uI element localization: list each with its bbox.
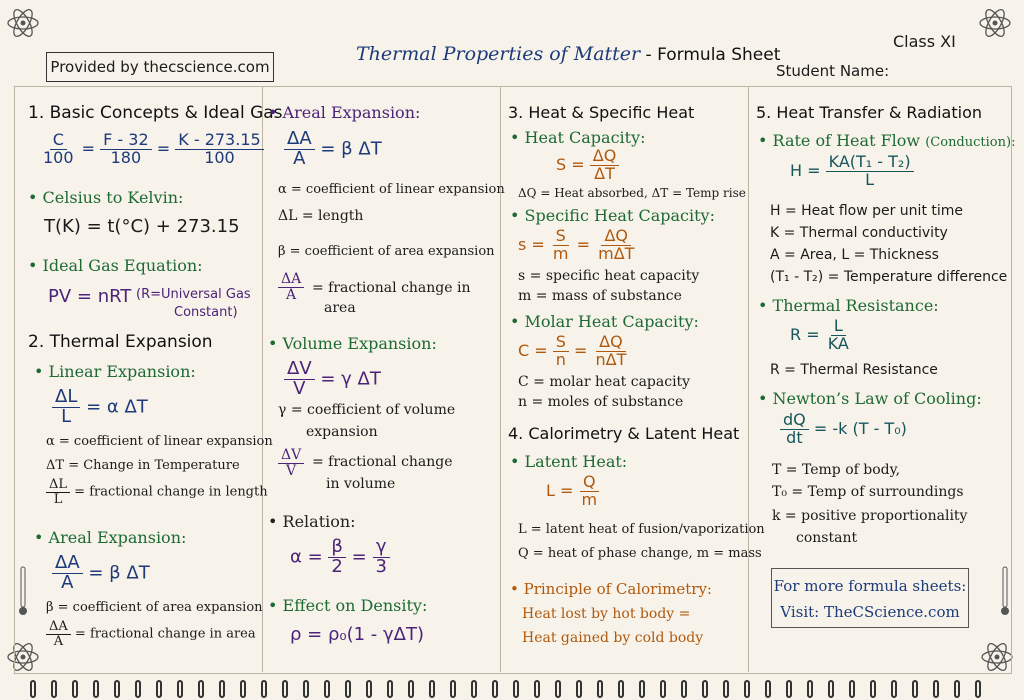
binding-ring [30, 680, 36, 698]
subheading: • Linear Expansion: [34, 362, 196, 381]
column-divider [500, 86, 501, 672]
binding-ring [723, 680, 729, 698]
binding-ring [156, 680, 162, 698]
binding-ring [807, 680, 813, 698]
formula-note: = fractional change in [312, 280, 471, 296]
formula-note: Q = heat of phase change, m = mass [518, 546, 762, 561]
formula [790, 318, 852, 353]
subheading: • Areal Expansion: [268, 103, 421, 122]
binding-ring [891, 680, 897, 698]
binding-ring [240, 680, 246, 698]
formula-note: R = Thermal Resistance [770, 362, 938, 378]
lhs: C = [518, 340, 548, 360]
formula-note: ΔL = length [278, 208, 364, 224]
binding-ring [744, 680, 750, 698]
subheading: • Molar Heat Capacity: [510, 312, 699, 331]
binding-ring [555, 680, 561, 698]
binding-ring [597, 680, 603, 698]
rhs: = β ΔT [88, 562, 150, 584]
binding-ring [534, 680, 540, 698]
subheading: • Volume Expansion: [268, 334, 437, 353]
formula [546, 474, 600, 509]
equals: = [574, 340, 588, 360]
subheading: • Specific Heat Capacity: [510, 206, 715, 225]
numerator: C [50, 132, 67, 150]
formula-note: H = Heat flow per unit time [770, 203, 964, 219]
formula-note: L = latent heat of fusion/vaporization [518, 522, 765, 537]
numerator: ΔV [284, 360, 315, 380]
binding-ring [450, 680, 456, 698]
formula-note: Heat lost by hot body = [522, 606, 691, 622]
denominator: 100 [43, 147, 74, 167]
section-heading: 1. Basic Concepts & Ideal Gas [28, 103, 283, 123]
numerator: ΔA [52, 554, 83, 574]
denominator: 2 [331, 555, 343, 577]
numerator: γ [373, 538, 390, 558]
denominator: n [555, 349, 566, 369]
label-small: (Conduction): [925, 135, 1016, 150]
column-divider [748, 86, 749, 672]
website-link[interactable]: Visit: TheCScience.com [780, 603, 960, 621]
spiral-binding [0, 678, 1024, 700]
numerator: L [831, 318, 846, 336]
binding-ring [366, 680, 372, 698]
formula [518, 228, 637, 263]
formula-note [278, 272, 304, 302]
rhs: = -k (T - T₀) [813, 418, 907, 438]
numerator: ΔL [46, 478, 70, 493]
rhs: = fractional change in length [74, 484, 268, 500]
binding-ring [114, 680, 120, 698]
numerator: ΔA [278, 272, 304, 288]
binding-ring [870, 680, 876, 698]
subheading: • Effect on Density: [268, 596, 428, 615]
denominator: L [865, 169, 875, 189]
numerator: S [553, 334, 569, 352]
binding-ring [681, 680, 687, 698]
formula-note: T = Temp of body, [772, 462, 901, 478]
subheading: • Celsius to Kelvin: [28, 188, 184, 207]
formula-note: C = molar heat capacity [518, 374, 691, 390]
formula-note: ΔT = Change in Temperature [46, 458, 240, 473]
numerator: K - 273.15 [175, 132, 263, 150]
equals: = [156, 138, 171, 158]
denominator: dt [786, 427, 803, 447]
formula-note: α = coefficient of linear expansion [278, 182, 505, 197]
column-divider [262, 86, 263, 672]
lhs: L = [546, 480, 574, 500]
subheading [758, 131, 1015, 150]
lhs: α = [290, 546, 323, 568]
rhs: = γ ΔT [320, 368, 381, 390]
title-main: Thermal Properties of Matter [356, 43, 641, 65]
formula-note: n = moles of substance [518, 394, 684, 410]
binding-ring [618, 680, 624, 698]
numerator: ΔV [278, 448, 304, 464]
numerator: ΔQ [596, 334, 626, 352]
formula-note: expansion [306, 424, 378, 440]
formula-note: s = specific heat capacity [518, 268, 700, 284]
denominator: V [293, 377, 306, 399]
label: • Rate of Heat Flow [758, 131, 921, 150]
binding-ring [198, 680, 204, 698]
binding-ring [954, 680, 960, 698]
section-heading: 4. Calorimetry & Latent Heat [508, 424, 740, 443]
denominator: 100 [204, 147, 235, 167]
denominator: A [286, 286, 297, 303]
formula-note: m = mass of substance [518, 288, 682, 304]
denominator: L [53, 491, 63, 507]
subheading: • Ideal Gas Equation: [28, 256, 203, 275]
formula-note: = fractional change [312, 454, 453, 470]
binding-ring [93, 680, 99, 698]
binding-ring [765, 680, 771, 698]
title-sub: Formula Sheet [657, 45, 781, 65]
rhs: = β ΔT [320, 138, 382, 160]
temperature-conversion [40, 132, 264, 167]
subheading: • Principle of Calorimetry: [510, 580, 712, 598]
denominator: ΔT [594, 163, 615, 183]
formula [518, 334, 629, 369]
lhs: R = [790, 324, 820, 344]
provided-by-box: Provided by thecscience.com [46, 52, 274, 82]
denominator: L [61, 405, 72, 427]
binding-ring [219, 680, 225, 698]
section-heading: 2. Thermal Expansion [28, 332, 213, 352]
denominator: mΔT [598, 243, 635, 263]
binding-ring [177, 680, 183, 698]
formula-note [46, 478, 268, 506]
denominator: KA [827, 333, 849, 353]
formula-note: (R=Universal Gas [136, 287, 251, 302]
numerator: β [328, 538, 346, 558]
formula-note: Heat gained by cold body [522, 630, 704, 646]
binding-ring [492, 680, 498, 698]
section-heading: 5. Heat Transfer & Radiation [756, 103, 982, 122]
binding-ring [702, 680, 708, 698]
subheading: • Relation: [268, 512, 356, 531]
formula [52, 554, 150, 593]
formula-note: Constant) [174, 305, 238, 320]
binding-ring [408, 680, 414, 698]
equals: = [81, 138, 96, 158]
binding-ring [429, 680, 435, 698]
binding-ring [912, 680, 918, 698]
subheading: • Heat Capacity: [510, 128, 646, 147]
formula-note: T₀ = Temp of surroundings [772, 484, 964, 500]
formula: T(K) = t(°C) + 273.15 [44, 216, 240, 237]
equals: = [351, 546, 367, 568]
binding-ring [471, 680, 477, 698]
formula-note [46, 620, 256, 648]
formula-note: K = Thermal conductivity [770, 225, 948, 241]
numerator: ΔQ [601, 228, 631, 246]
numerator: Q [580, 474, 599, 492]
numerator: ΔQ [590, 148, 620, 166]
numerator: ΔA [46, 620, 71, 635]
numerator: ΔL [52, 388, 80, 408]
numerator: F - 32 [100, 132, 152, 150]
formula-note: in volume [326, 476, 396, 492]
formula [556, 148, 619, 183]
denominator: V [286, 462, 297, 479]
rhs: = α ΔT [86, 396, 148, 418]
binding-ring [660, 680, 666, 698]
lhs: H = [790, 160, 821, 180]
denominator: A [61, 571, 74, 593]
subheading: • Areal Expansion: [34, 528, 187, 547]
binding-ring [387, 680, 393, 698]
numerator: S [553, 228, 569, 246]
formula-note: ΔQ = Heat absorbed, ΔT = Temp rise [518, 186, 746, 200]
formula [284, 130, 382, 169]
student-name-label: Student Name: [776, 62, 890, 80]
atom-icon [6, 6, 40, 40]
lhs: S = [556, 154, 585, 174]
binding-ring [72, 680, 78, 698]
formula-note: k = positive proportionality [772, 508, 968, 524]
binding-ring [282, 680, 288, 698]
rhs: = fractional change in area [74, 626, 256, 642]
binding-ring [933, 680, 939, 698]
section-heading: 3. Heat & Specific Heat [508, 103, 695, 122]
binding-ring [324, 680, 330, 698]
denominator: nΔT [595, 349, 627, 369]
binding-ring [828, 680, 834, 698]
binding-ring [975, 680, 981, 698]
denominator: m [581, 489, 598, 509]
denominator: A [293, 147, 306, 169]
more-text: For more formula sheets: [773, 577, 967, 595]
atom-icon [978, 6, 1012, 40]
subheading: • Latent Heat: [510, 452, 628, 471]
formula-note: α = coefficient of linear expansion [46, 434, 273, 449]
formula-note [278, 448, 304, 478]
formula-note: area [324, 300, 356, 316]
formula [780, 412, 907, 447]
equals: = [576, 234, 591, 254]
binding-ring [576, 680, 582, 698]
formula: ρ = ρ₀(1 - γΔT) [290, 624, 424, 645]
formula-note: γ = coefficient of volume [278, 402, 456, 418]
formula: PV = nRT [48, 286, 132, 307]
binding-ring [51, 680, 57, 698]
denominator: 3 [375, 555, 387, 577]
formula-note: β = coefficient of area expansion [278, 244, 495, 259]
formula-note: β = coefficient of area expansion [46, 600, 263, 615]
binding-ring [135, 680, 141, 698]
binding-ring [849, 680, 855, 698]
binding-ring [786, 680, 792, 698]
denominator: m [552, 243, 569, 263]
binding-ring [345, 680, 351, 698]
numerator: dQ [780, 412, 809, 430]
denominator: A [53, 633, 64, 649]
binding-ring [639, 680, 645, 698]
subheading: • Newton’s Law of Cooling: [758, 389, 982, 408]
lhs: s = [518, 234, 545, 254]
page-title [356, 43, 780, 65]
binding-ring [303, 680, 309, 698]
formula [290, 538, 390, 577]
subheading: • Thermal Resistance: [758, 296, 939, 315]
class-label: Class XI [893, 32, 956, 51]
formula-note: constant [796, 530, 858, 546]
formula-note: (T₁ - T₂) = Temperature difference [770, 269, 1008, 285]
formula [284, 360, 381, 399]
more-formula-box [771, 568, 969, 628]
denominator: 180 [110, 147, 142, 167]
binding-ring [513, 680, 519, 698]
formula [52, 388, 148, 427]
formula [790, 154, 914, 189]
numerator: ΔA [284, 130, 315, 150]
numerator: KA(T₁ - T₂) [826, 154, 914, 172]
binding-ring [261, 680, 267, 698]
title-separator: - [640, 45, 658, 65]
formula-note: A = Area, L = Thickness [770, 247, 939, 263]
